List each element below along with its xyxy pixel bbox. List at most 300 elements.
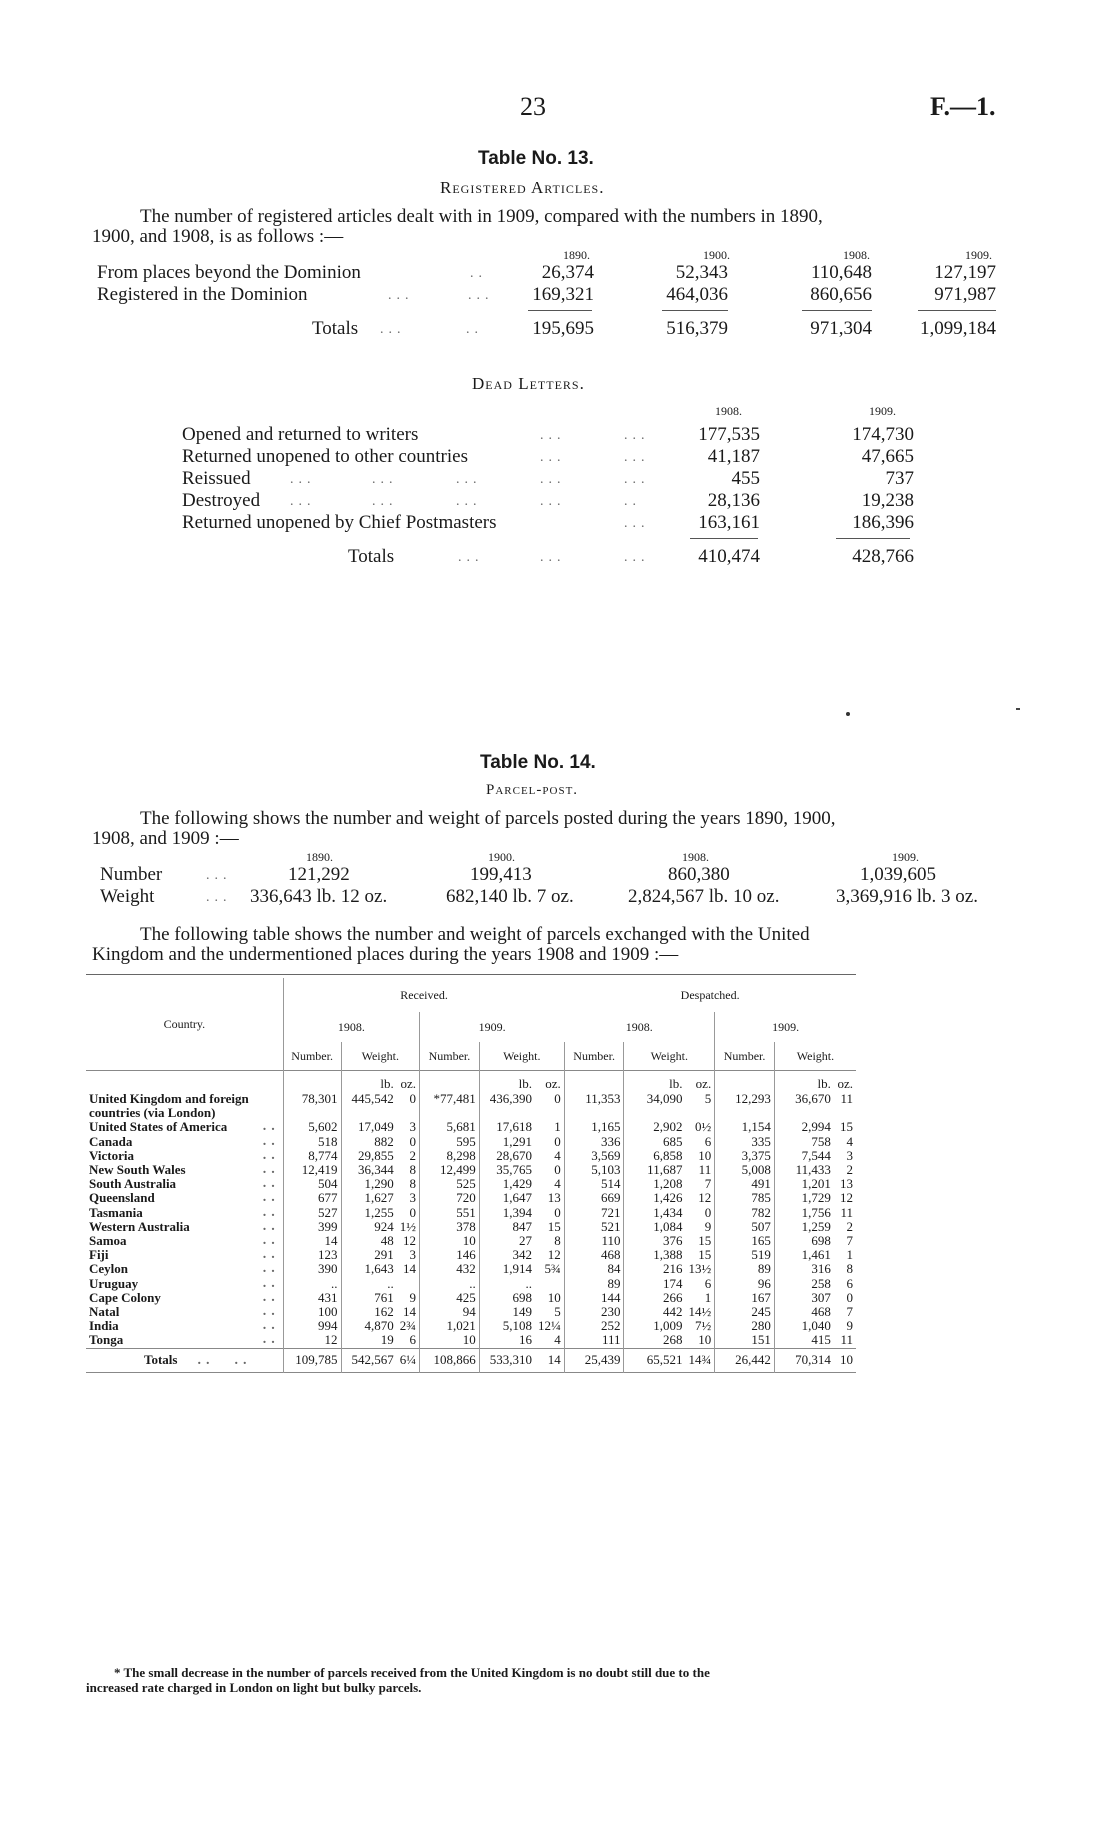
exchange-intro-line1: The following table shows the number and weight of parcels exchanged with the United xyxy=(140,924,810,945)
cell-value: 432 xyxy=(420,1262,480,1276)
parcel-post-heading: Parcel-post. xyxy=(486,782,579,798)
row-label: Opened and returned to writers xyxy=(182,424,419,445)
country-name: United Kingdom and foreign xyxy=(89,1091,249,1106)
leader-dots: ... xyxy=(540,494,566,509)
cell-value: 1,461 xyxy=(774,1248,834,1262)
leader-dots: ... xyxy=(206,890,232,905)
cell-value: 10 xyxy=(698,1332,712,1348)
cell-value: 335 xyxy=(715,1135,775,1149)
leader-dots: ... xyxy=(458,550,484,565)
leader-dots: .. xyxy=(262,1332,280,1348)
unit-lb: lb. xyxy=(774,1070,834,1092)
cell-value: 36,344 xyxy=(341,1163,397,1177)
year-header: 1908. xyxy=(843,248,870,262)
country-name: Natal xyxy=(89,1304,120,1320)
cell-value: 514 xyxy=(564,1177,624,1191)
despatched-1909-header: 1909. xyxy=(715,1012,856,1042)
cell-value: 1,255 xyxy=(341,1206,397,1220)
country-name: Tasmania xyxy=(89,1204,143,1220)
cell-value: 19 xyxy=(341,1333,397,1348)
total-value: 6¼ xyxy=(399,1352,417,1368)
cell-value: 7,544 xyxy=(774,1149,834,1163)
cell-value: 5,008 xyxy=(715,1163,775,1177)
leader-dots: .. xyxy=(262,1162,280,1178)
total-value: 26,442 xyxy=(715,1348,775,1372)
leader-dots: .. xyxy=(262,1176,280,1192)
table14-title: Table No. 14. xyxy=(480,752,596,773)
table-row xyxy=(86,1333,856,1348)
cell-value: 12,499 xyxy=(420,1163,480,1177)
sum-rule xyxy=(802,310,872,311)
cell-value: 177,535 xyxy=(698,424,760,445)
cell-value: 595 xyxy=(420,1135,480,1149)
country-cell xyxy=(86,1149,283,1163)
cell-value: 307 xyxy=(774,1291,834,1305)
cell-value: 48 xyxy=(341,1234,397,1248)
cell-value: *77,481 xyxy=(420,1092,480,1120)
received-1908-header: 1908. xyxy=(283,1012,419,1042)
cell-value: 10 xyxy=(547,1289,561,1305)
leader-dots: .. xyxy=(470,266,487,281)
cell-value: 3,375 xyxy=(715,1149,775,1163)
leader-dots: ... xyxy=(456,494,482,509)
cell-value: 3 xyxy=(409,1247,417,1263)
cell-value: 1,290 xyxy=(341,1177,397,1191)
weight-header: Weight. xyxy=(479,1042,564,1070)
cell-value: 268 xyxy=(624,1333,685,1348)
leader-dots: .. xyxy=(262,1218,280,1234)
totals-label-text: Totals xyxy=(144,1351,178,1367)
cell-value: 252 xyxy=(564,1319,624,1333)
cell-value: 342 xyxy=(479,1248,535,1262)
row-label: From places beyond the Dominion xyxy=(97,262,361,283)
cell-value: 19,238 xyxy=(861,490,914,511)
cell-value: 685 xyxy=(624,1135,685,1149)
cell-value: 698 xyxy=(479,1291,535,1305)
year-header: 1909. xyxy=(965,248,992,262)
cell-value: 5 xyxy=(704,1091,712,1106)
cell-value: 860,656 xyxy=(810,284,872,305)
leader-dots: ... xyxy=(624,450,650,465)
table-top-rule xyxy=(86,974,856,975)
cell-value: 15 xyxy=(698,1247,712,1263)
cell-value: 882 xyxy=(341,1135,397,1149)
weight-header: Weight. xyxy=(624,1042,715,1070)
cell-value: 1,729 xyxy=(774,1191,834,1205)
country-cell xyxy=(86,1305,283,1319)
cell-value: 2,824,567 lb. 10 oz. xyxy=(628,886,780,907)
cell-value: 26,374 xyxy=(541,262,594,283)
table-row xyxy=(86,1163,856,1177)
cell-value: 6 xyxy=(409,1332,417,1348)
total-value: 14¾ xyxy=(688,1352,712,1368)
country-name: Cape Colony xyxy=(89,1289,161,1305)
cell-value: 1,643 xyxy=(341,1262,397,1276)
cell-value: 149 xyxy=(479,1305,535,1319)
number-header: Number. xyxy=(420,1042,480,1070)
table-row xyxy=(86,1120,856,1134)
cell-value: 27 xyxy=(479,1234,535,1248)
cell-value: 507 xyxy=(715,1220,775,1234)
country-cell xyxy=(86,1092,283,1120)
country-cell xyxy=(86,1177,283,1191)
row-label: Returned unopened to other countries xyxy=(182,446,468,467)
total-value: 25,439 xyxy=(564,1348,624,1372)
table-row xyxy=(86,1319,856,1333)
cell-value: 1½ xyxy=(399,1218,417,1234)
cell-value: 1,208 xyxy=(624,1177,685,1191)
cell-value: 10 xyxy=(420,1234,480,1248)
country-cell xyxy=(86,1234,283,1248)
total-value: 533,310 xyxy=(479,1348,535,1372)
cell-value: 336,643 lb. 12 oz. xyxy=(250,886,388,907)
footnote-line2: increased rate charged in London on light but bulky parcels. xyxy=(86,1680,422,1695)
table-row xyxy=(86,1092,856,1120)
leader-dots: .. xyxy=(262,1133,280,1149)
cell-value: 146 xyxy=(420,1248,480,1262)
cell-value: 6,858 xyxy=(624,1149,685,1163)
cell-value: 994 xyxy=(283,1319,341,1333)
cell-value: .. xyxy=(341,1277,397,1291)
cell-value: 89 xyxy=(715,1262,775,1276)
leader-dots: ... xyxy=(468,288,494,303)
number-header: Number. xyxy=(715,1042,775,1070)
cell-value: 7 xyxy=(846,1304,853,1320)
cell-value: 110,648 xyxy=(810,262,872,283)
registered-intro-line1: The number of registered articles dealt with in 1909, compared with the numbers in 1890, xyxy=(140,206,823,227)
country-name: Fiji xyxy=(89,1247,109,1263)
cell-value: 336 xyxy=(564,1135,624,1149)
cell-value: 230 xyxy=(564,1305,624,1319)
cell-value: 0 xyxy=(554,1133,561,1149)
weight-header: Weight. xyxy=(341,1042,420,1070)
dead-letters-heading: Dead Letters. xyxy=(472,374,585,393)
leader-dots: ... xyxy=(624,516,650,531)
cell-value: 1,201 xyxy=(774,1177,834,1191)
cell-value: 11,353 xyxy=(564,1092,624,1120)
leader-dots: .. xyxy=(262,1289,280,1305)
cell-value: 519 xyxy=(715,1248,775,1262)
cell-value: 378 xyxy=(420,1220,480,1234)
cell-value: 41,187 xyxy=(707,446,760,467)
cell-value: 1,388 xyxy=(624,1248,685,1262)
cell-value: 245 xyxy=(715,1305,775,1319)
year-header: 1900. xyxy=(703,248,730,262)
cell-value: 0 xyxy=(409,1133,417,1149)
cell-value: 162 xyxy=(341,1305,397,1319)
cell-value: 0 xyxy=(704,1204,712,1220)
cell-value: 0½ xyxy=(694,1119,712,1135)
cell-value: 89 xyxy=(564,1277,624,1291)
cell-value: 8 xyxy=(554,1233,561,1249)
cell-value: 12 xyxy=(547,1247,561,1263)
cell-value: 34,090 xyxy=(624,1092,685,1120)
weight-header: Weight. xyxy=(774,1042,856,1070)
cell-value: 4,870 xyxy=(341,1319,397,1333)
received-1909-header: 1909. xyxy=(420,1012,565,1042)
cell-value: 415 xyxy=(774,1333,834,1348)
unit-oz: oz. xyxy=(400,1076,417,1092)
cell-value: 4 xyxy=(846,1133,853,1149)
cell-value: 11,687 xyxy=(624,1163,685,1177)
cell-value: 3 xyxy=(846,1147,853,1163)
cell-value: 28,136 xyxy=(707,490,760,511)
row-label: Destroyed xyxy=(182,490,261,511)
cell-value: 123 xyxy=(283,1248,341,1262)
leader-dots: ... xyxy=(388,288,414,303)
table-row xyxy=(86,1291,856,1305)
table-row xyxy=(86,1149,856,1163)
country-header: Country. xyxy=(163,1016,206,1031)
total-value: 195,695 xyxy=(532,318,594,339)
cell-value: 167 xyxy=(715,1291,775,1305)
country-cell xyxy=(86,1120,283,1134)
registered-intro-line2: 1900, and 1908, is as follows :— xyxy=(92,226,344,247)
total-value: 542,567 xyxy=(341,1348,397,1372)
unit-oz: oz. xyxy=(545,1076,561,1092)
table-row xyxy=(86,1135,856,1149)
country-name-continued: countries (via London) xyxy=(89,1105,216,1121)
cell-value: 5¾ xyxy=(544,1261,561,1277)
cell-value: 0 xyxy=(554,1091,561,1106)
leader-dots: ... xyxy=(540,428,566,443)
cell-value: 17,049 xyxy=(341,1120,397,1134)
country-name: New South Wales xyxy=(89,1162,186,1178)
cell-value: 2¾ xyxy=(399,1318,417,1334)
total-value: 108,866 xyxy=(420,1348,480,1372)
cell-value: 3,369,916 lb. 3 oz. xyxy=(836,886,978,907)
cell-value: .. xyxy=(479,1277,535,1291)
cell-value: 971,987 xyxy=(934,284,996,305)
cell-value: 110 xyxy=(564,1234,624,1248)
totals-label: Totals xyxy=(312,318,359,339)
cell-value: 16 xyxy=(479,1333,535,1348)
cell-value: 144 xyxy=(564,1291,624,1305)
scan-speck xyxy=(846,712,850,716)
cell-value: 436,390 xyxy=(479,1092,535,1120)
received-header: Received. xyxy=(283,978,564,1012)
cell-value: 9 xyxy=(704,1218,712,1234)
cell-value: 5 xyxy=(554,1304,561,1320)
cell-value: 0 xyxy=(554,1204,561,1220)
cell-value: 1,291 xyxy=(479,1135,535,1149)
total-value: 410,474 xyxy=(698,546,760,567)
number-header: Number. xyxy=(564,1042,624,1070)
cell-value: 280 xyxy=(715,1319,775,1333)
cell-value: 29,855 xyxy=(341,1149,397,1163)
total-value: 109,785 xyxy=(283,1348,341,1372)
cell-value: 669 xyxy=(564,1191,624,1205)
cell-value: 860,380 xyxy=(668,864,730,885)
cell-value: 52,343 xyxy=(675,262,728,283)
cell-value: 527 xyxy=(283,1206,341,1220)
parcel-intro-line2: 1908, and 1909 :— xyxy=(92,828,239,849)
year-header: 1890. xyxy=(563,248,590,262)
cell-value: 6 xyxy=(704,1133,712,1149)
leader-dots: .. xyxy=(466,322,483,337)
leader-dots: .. xyxy=(624,494,641,509)
table-row xyxy=(86,1248,856,1262)
cell-value: 468 xyxy=(774,1305,834,1319)
cell-value: 11 xyxy=(840,1204,853,1220)
cell-value: 720 xyxy=(420,1191,480,1205)
cell-value: 1,394 xyxy=(479,1206,535,1220)
leader-dots: ... xyxy=(372,494,398,509)
leader-dots: .. xyxy=(197,1352,215,1368)
cell-value: 468 xyxy=(564,1248,624,1262)
leader-dots: .. xyxy=(262,1204,280,1220)
cell-value: 9 xyxy=(409,1289,417,1305)
cell-value: 464,036 xyxy=(666,284,728,305)
cell-value: 84 xyxy=(564,1262,624,1276)
cell-value: 10 xyxy=(698,1147,712,1163)
cell-value: .. xyxy=(283,1277,341,1291)
page-reference: F.—1. xyxy=(930,92,996,121)
total-value: 428,766 xyxy=(852,546,914,567)
cell-value: 174,730 xyxy=(852,424,914,445)
row-label: Registered in the Dominion xyxy=(97,284,308,305)
cell-value: 761 xyxy=(341,1291,397,1305)
table-row xyxy=(86,1191,856,1205)
parcel-intro-line1: The following shows the number and weight of parcels posted during the years 1890, 1900, xyxy=(140,808,836,829)
year-header: 1908. xyxy=(682,850,709,864)
country-name: United States of America xyxy=(89,1119,228,1135)
leader-dots: ... xyxy=(624,428,650,443)
cell-value: 785 xyxy=(715,1191,775,1205)
year-header: 1900. xyxy=(488,850,515,864)
cell-value: 12 xyxy=(283,1333,341,1348)
cell-value: 12 xyxy=(403,1233,417,1249)
cell-value: 5,681 xyxy=(420,1120,480,1134)
sum-rule xyxy=(836,538,910,539)
cell-value: 431 xyxy=(283,1291,341,1305)
cell-value: 11 xyxy=(840,1332,853,1348)
cell-value: 12 xyxy=(698,1190,712,1206)
cell-value: 15 xyxy=(547,1218,561,1234)
country-cell xyxy=(86,1319,283,1333)
cell-value: 3 xyxy=(409,1190,417,1206)
leader-dots: .. xyxy=(262,1119,280,1135)
cell-value: 4 xyxy=(554,1147,561,1163)
cell-value: 7 xyxy=(846,1233,853,1249)
cell-value: 1,426 xyxy=(624,1191,685,1205)
cell-value: 491 xyxy=(715,1177,775,1191)
cell-value: 291 xyxy=(341,1248,397,1262)
cell-value: 7 xyxy=(704,1176,712,1192)
cell-value: 163,161 xyxy=(698,512,760,533)
cell-value: 11 xyxy=(840,1091,853,1106)
cell-value: 737 xyxy=(885,468,914,489)
table-row xyxy=(86,1305,856,1319)
cell-value: 1,756 xyxy=(774,1206,834,1220)
cell-value: 8 xyxy=(846,1261,853,1277)
cell-value: 525 xyxy=(420,1177,480,1191)
cell-value: 0 xyxy=(846,1289,853,1305)
country-cell xyxy=(86,1206,283,1220)
cell-value: 100 xyxy=(283,1305,341,1319)
total-value: 10 xyxy=(840,1352,853,1368)
cell-value: 8,298 xyxy=(420,1149,480,1163)
year-header: 1908. xyxy=(715,404,742,418)
country-name: Queensland xyxy=(89,1190,155,1206)
despatched-1908-header: 1908. xyxy=(625,1019,653,1034)
cell-value: 847 xyxy=(479,1220,535,1234)
leader-dots: .. xyxy=(262,1304,280,1320)
country-cell xyxy=(86,1262,283,1276)
year-header: 1909. xyxy=(892,850,919,864)
parcel-exchange-table xyxy=(86,978,856,1373)
year-header: 1890. xyxy=(306,850,333,864)
cell-value: 924 xyxy=(341,1220,397,1234)
cell-value: 12 xyxy=(840,1190,853,1206)
scan-speck xyxy=(1016,708,1020,710)
row-label: Number xyxy=(100,864,163,885)
cell-value: 17,618 xyxy=(479,1120,535,1134)
cell-value: 1,084 xyxy=(624,1220,685,1234)
row-label: Reissued xyxy=(182,468,251,489)
cell-value: 0 xyxy=(409,1204,417,1220)
cell-value: 1,647 xyxy=(479,1191,535,1205)
leader-dots: ... xyxy=(624,550,650,565)
footnote xyxy=(86,1665,856,1695)
year-header: 1909. xyxy=(869,404,896,418)
cell-value: 721 xyxy=(564,1206,624,1220)
cell-value: 8,774 xyxy=(283,1149,341,1163)
cell-value: 1,259 xyxy=(774,1220,834,1234)
cell-value: 121,292 xyxy=(288,864,350,885)
cell-value: 165 xyxy=(715,1234,775,1248)
country-name: Samoa xyxy=(89,1233,127,1249)
cell-value: 111 xyxy=(564,1333,624,1348)
cell-value: 3 xyxy=(409,1119,417,1135)
leader-dots: ... xyxy=(624,472,650,487)
cell-value: 13½ xyxy=(688,1261,712,1277)
country-name: India xyxy=(89,1318,119,1334)
cell-value: 96 xyxy=(715,1277,775,1291)
cell-value: 698 xyxy=(774,1234,834,1248)
cell-value: 0 xyxy=(554,1162,561,1178)
cell-value: 169,321 xyxy=(532,284,594,305)
cell-value: 8 xyxy=(409,1176,417,1192)
cell-value: 2 xyxy=(409,1147,417,1163)
country-name: Western Australia xyxy=(89,1218,190,1234)
cell-value: 1,009 xyxy=(624,1319,685,1333)
cell-value: 1,914 xyxy=(479,1262,535,1276)
cell-value: 425 xyxy=(420,1291,480,1305)
cell-value: 14 xyxy=(283,1234,341,1248)
leader-dots: .. xyxy=(262,1261,280,1277)
country-name: Victoria xyxy=(89,1147,134,1163)
cell-value: 521 xyxy=(564,1220,624,1234)
cell-value: 376 xyxy=(624,1234,685,1248)
cell-value: 1 xyxy=(554,1119,561,1135)
total-value: 70,314 xyxy=(774,1348,834,1372)
unit-lb: lb. xyxy=(341,1070,397,1092)
unit-lb: lb. xyxy=(479,1070,535,1092)
cell-value: 5,108 xyxy=(479,1319,535,1333)
table13-title: Table No. 13. xyxy=(478,148,594,169)
cell-value: 2 xyxy=(846,1162,853,1178)
leader-dots: ... xyxy=(290,472,316,487)
leader-dots: ... xyxy=(290,494,316,509)
table-row xyxy=(86,1177,856,1191)
leader-dots: ... xyxy=(540,550,566,565)
totals-label xyxy=(86,1348,283,1372)
table-row xyxy=(86,1262,856,1276)
cell-value: 216 xyxy=(624,1262,685,1276)
country-cell xyxy=(86,1220,283,1234)
cell-value: 35,765 xyxy=(479,1163,535,1177)
